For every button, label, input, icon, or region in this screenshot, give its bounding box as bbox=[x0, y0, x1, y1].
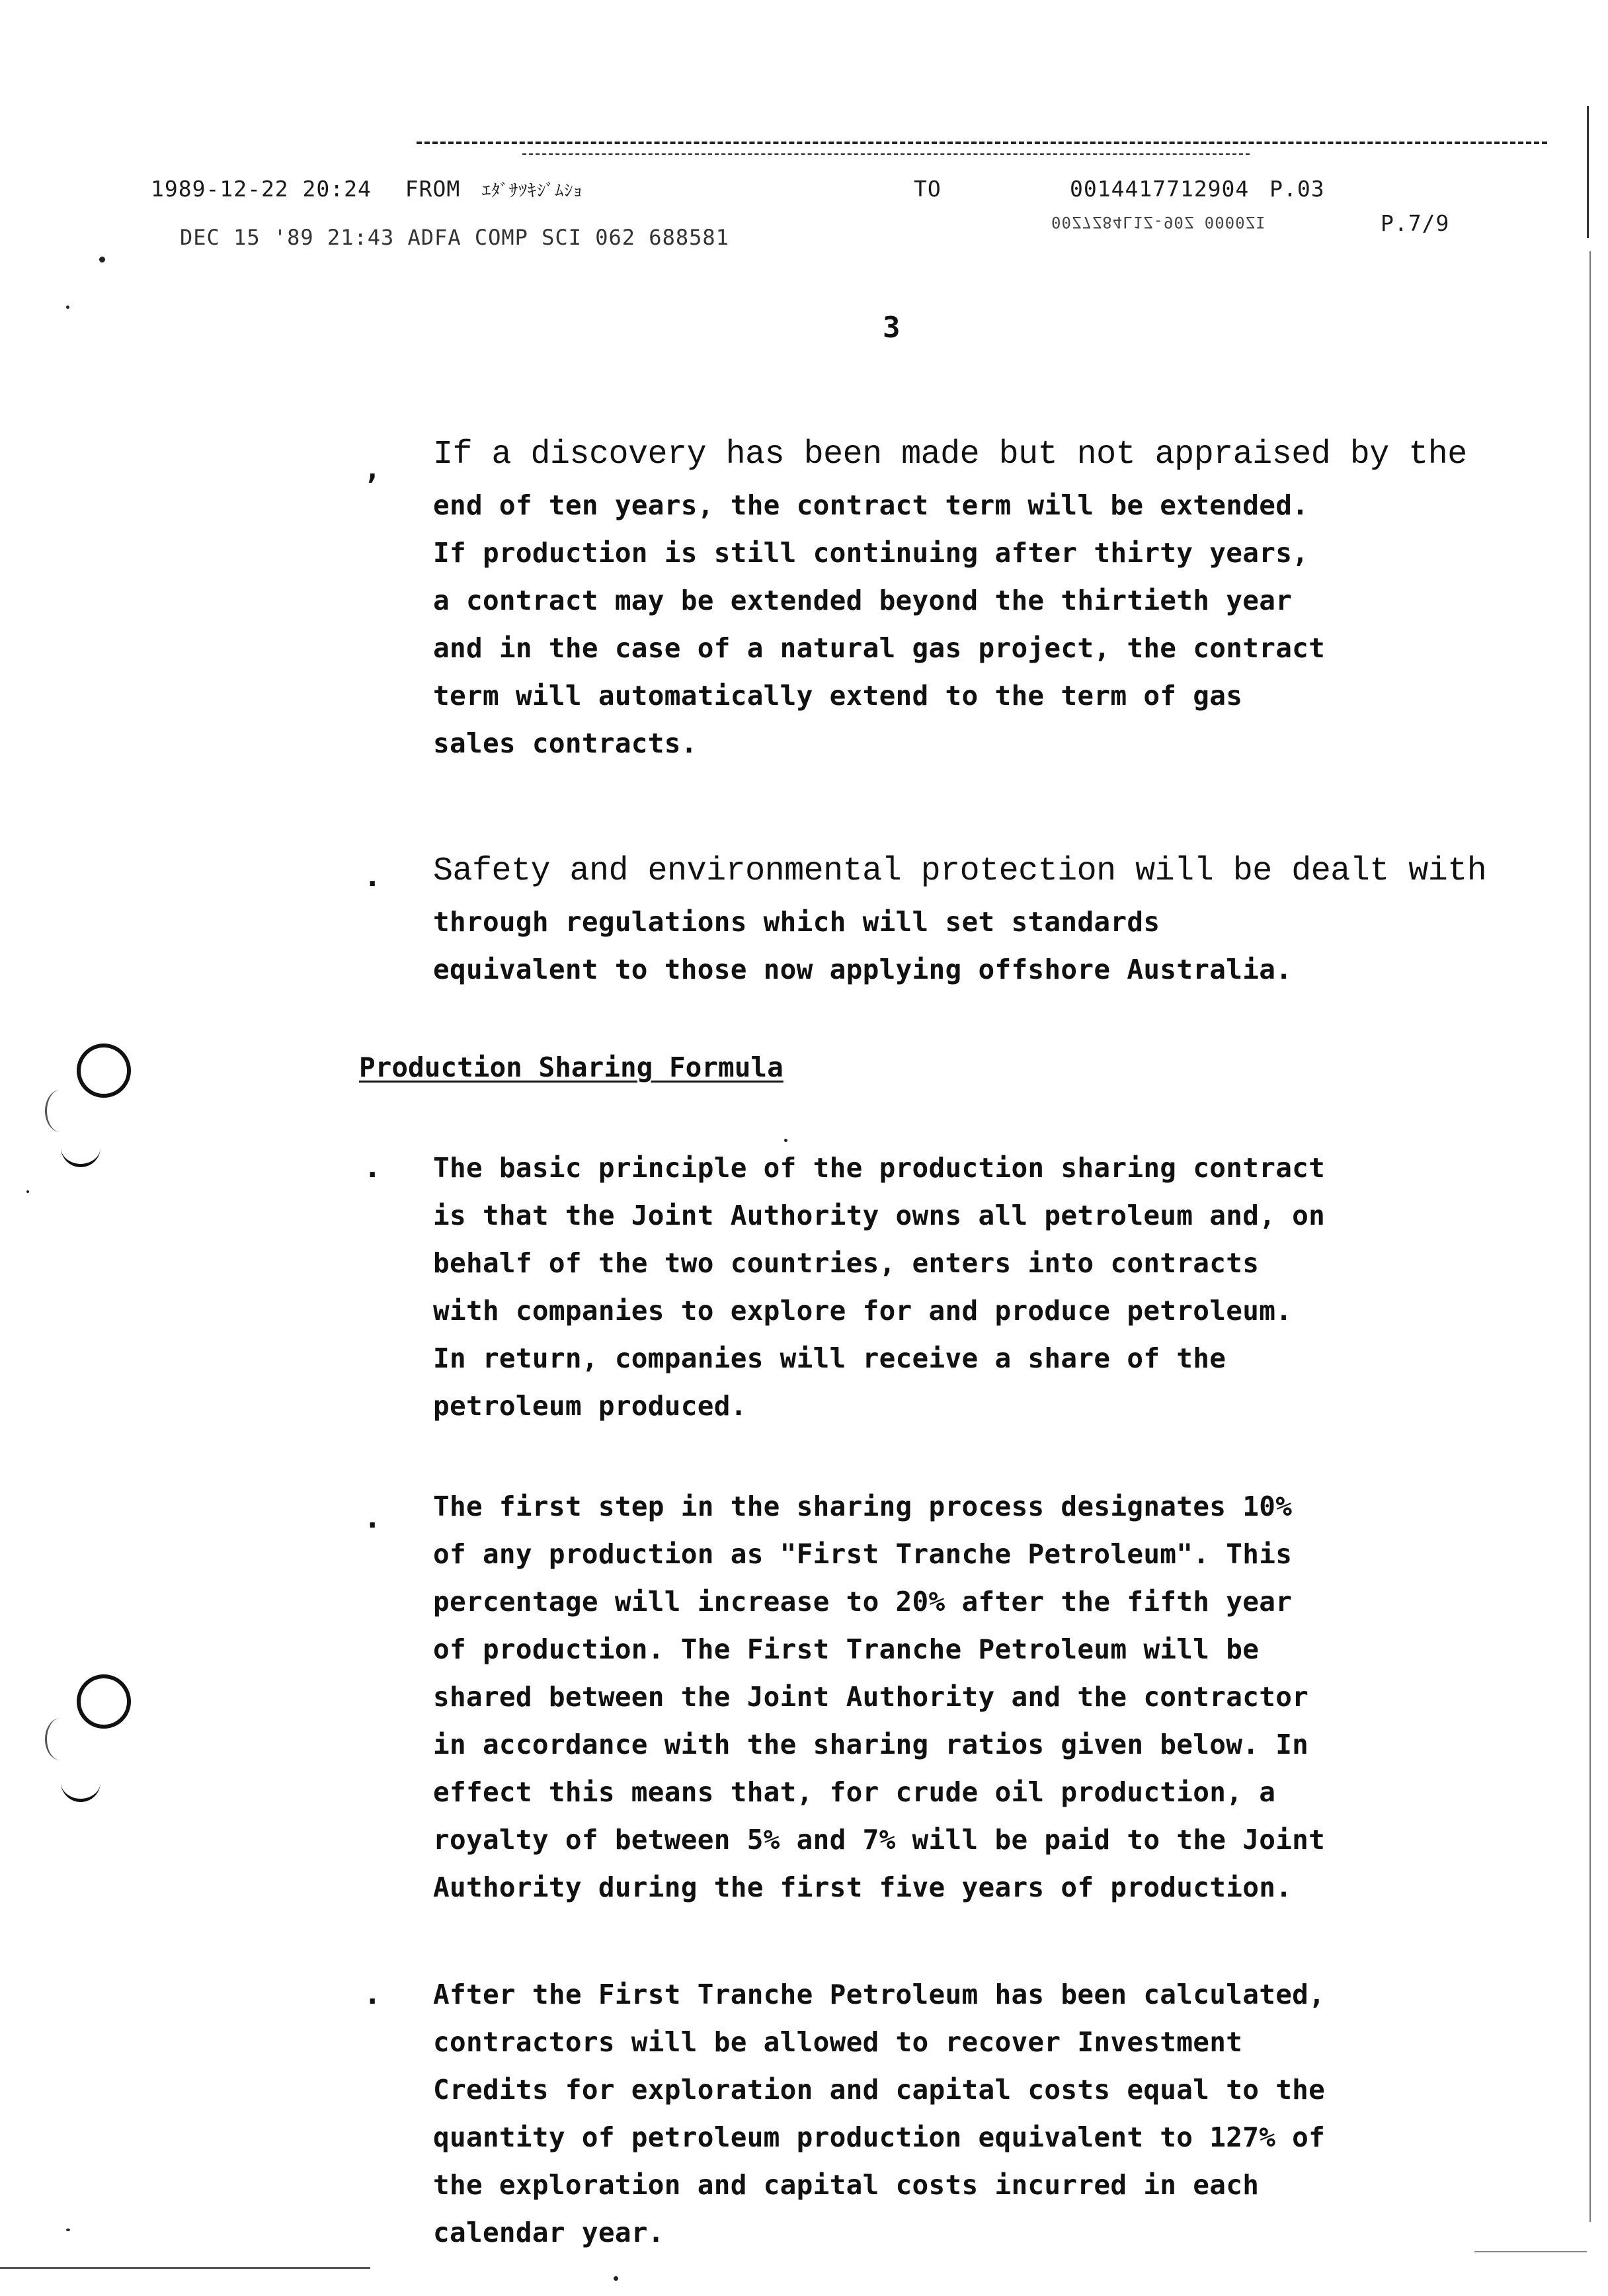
scan-speck bbox=[66, 306, 69, 309]
fax-header-line-2: DEC 15 '89 21:43 ADFA COMP SCI 062 688581 bbox=[180, 225, 729, 250]
text-line: quantity of petroleum production equivalent to 127% of bbox=[433, 2121, 1326, 2153]
text-line: of any production as "First Tranche Petroleum". This bbox=[433, 1538, 1293, 1570]
text-line: through regulations which will set standards bbox=[433, 906, 1160, 938]
fax-mirrored-number: 00Z7Z84L1Z-90Z 0000ZI bbox=[1051, 213, 1266, 231]
fax-top-rule bbox=[417, 142, 1547, 144]
bullet-marker: . bbox=[364, 1977, 382, 2011]
bullet-marker: . bbox=[364, 860, 382, 893]
text-line: royalty of between 5% and 7% will be paid to the Joint bbox=[433, 1824, 1326, 1856]
paragraph-first-tranche bbox=[433, 1483, 1465, 1911]
text-line: term will automatically extend to the term of gas bbox=[433, 680, 1243, 712]
fax-page-second: P.7/9 bbox=[1381, 210, 1450, 236]
bullet-marker: , bbox=[364, 452, 382, 486]
scan-speck bbox=[66, 2229, 70, 2231]
text-line: Credits for exploration and capital costs equal to the bbox=[433, 2074, 1326, 2106]
text-line: is that the Joint Authority owns all petroleum and, on bbox=[433, 1200, 1326, 1231]
text-line: effect this means that, for crude oil production, a bbox=[433, 1776, 1276, 1808]
text-line: If a discovery has been made but not appraised by the bbox=[433, 436, 1467, 473]
text-line: percentage will increase to 20% after the fifth year bbox=[433, 1586, 1293, 1618]
text-line: The basic principle of the production sharing contract bbox=[433, 1152, 1326, 1184]
bullet-marker: . bbox=[364, 1501, 382, 1535]
text-line: and in the case of a natural gas project, the contract bbox=[433, 632, 1326, 664]
text-line: If production is still continuing after thirty years, bbox=[433, 537, 1309, 569]
text-line: Safety and environmental protection will be dealt with bbox=[433, 852, 1487, 890]
scan-speck bbox=[99, 257, 105, 263]
text-line: end of ten years, the contract term will be extended. bbox=[433, 489, 1309, 521]
binder-hole-lower bbox=[77, 1674, 131, 1729]
fax-number: 0014417712904 bbox=[1070, 176, 1250, 202]
text-line: The first step in the sharing process designates 10% bbox=[433, 1491, 1293, 1522]
scan-edge-mark bbox=[1474, 2251, 1587, 2252]
scan-edge-mark bbox=[0, 2267, 370, 2269]
text-line: contractors will be allowed to recover Investment bbox=[433, 2026, 1243, 2058]
fax-top-rule-secondary bbox=[522, 153, 1250, 155]
binder-hole-arc-lower bbox=[61, 1779, 100, 1802]
text-line: of production. The First Tranche Petroleum will be bbox=[433, 1633, 1260, 1665]
text-line: Authority during the first five years of production. bbox=[433, 1871, 1293, 1903]
text-line: with companies to explore for and produce petroleum. bbox=[433, 1295, 1293, 1327]
fax-number-line bbox=[1070, 176, 1325, 202]
binder-hole-shadow-lower bbox=[45, 1718, 76, 1760]
binder-hole-upper bbox=[77, 1044, 131, 1098]
text-line: the exploration and capital costs incurred in each bbox=[433, 2169, 1260, 2201]
paragraph-contract-term bbox=[433, 429, 1465, 767]
paragraph-basic-principle bbox=[433, 1144, 1465, 1430]
text-line: equivalent to those now applying offshore Australia. bbox=[433, 954, 1293, 985]
binder-hole-arc-upper bbox=[61, 1144, 100, 1167]
text-line: In return, companies will receive a share of the bbox=[433, 1342, 1226, 1374]
scan-speck bbox=[26, 1190, 29, 1193]
fax-header-line-1 bbox=[151, 176, 583, 202]
text-line: shared between the Joint Authority and the contractor bbox=[433, 1681, 1309, 1713]
bullet-marker: . bbox=[364, 1151, 382, 1184]
page-number: 3 bbox=[883, 311, 901, 345]
text-line: a contract may be extended beyond the thirtieth year bbox=[433, 585, 1293, 616]
fax-from-label: FROM bbox=[405, 176, 461, 202]
section-heading: Production Sharing Formula bbox=[359, 1051, 784, 1083]
scan-speck bbox=[784, 1139, 787, 1142]
text-line: behalf of the two countries, enters into contracts bbox=[433, 1247, 1260, 1279]
scan-edge-mark bbox=[1587, 106, 1589, 238]
scan-edge-mark bbox=[1589, 251, 1591, 2222]
fax-date-time: 1989-12-22 20:24 bbox=[151, 176, 372, 202]
text-line: sales contracts. bbox=[433, 727, 698, 759]
text-line: calendar year. bbox=[433, 2217, 664, 2248]
fax-from-value: ｴﾀﾞｻﾂｷｼﾞﾑｼｮ bbox=[482, 181, 583, 201]
text-line: in accordance with the sharing ratios given below. In bbox=[433, 1729, 1309, 1760]
fax-page-first: P.03 bbox=[1269, 176, 1325, 202]
text-line: petroleum produced. bbox=[433, 1390, 747, 1422]
scan-speck bbox=[614, 2276, 618, 2281]
text-line: After the First Tranche Petroleum has been calculated, bbox=[433, 1979, 1326, 2010]
fax-to-label: TO bbox=[914, 176, 942, 202]
paragraph-safety bbox=[433, 845, 1487, 993]
binder-hole-shadow-upper bbox=[45, 1090, 76, 1132]
paragraph-investment-credits bbox=[433, 1971, 1465, 2256]
